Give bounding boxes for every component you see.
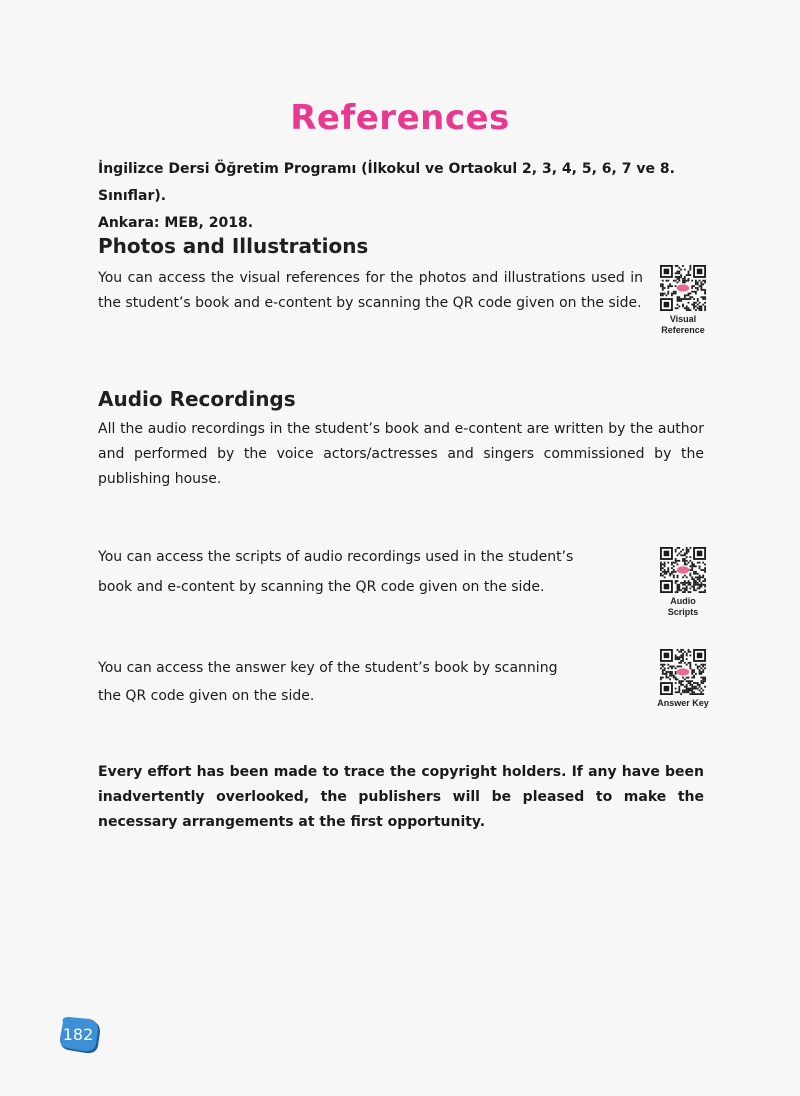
qr-caption-visual-line-2: Reference — [661, 325, 705, 335]
qr-audio-scripts[interactable] — [653, 547, 713, 618]
answer-key-text-line-1: You can access the answer key of the student’s book by scanning — [98, 660, 558, 676]
copyright-note: Every effort has been made to trace the copyright holders. If any have been inadvertently overlooked, the publishers will be pleased to make the necessary arrangements at the first opportunity. — [98, 764, 704, 830]
qr-code-icon — [660, 547, 706, 593]
citation-line-1: İngilizce Dersi Öğretim Programı (İlkokul ve Ortaokul 2, 3, 4, 5, 6, 7 ve 8. Sınıflar). — [98, 161, 675, 204]
qr-caption-answer-key: Answer Key — [657, 698, 709, 708]
audio-heading: Audio Recordings — [98, 387, 296, 411]
audio-text: All the audio recordings in the student’s book and e-content are written by the author and performed by the voice actors/actresses and singers commissioned by the publishing house. — [98, 421, 704, 487]
qr-visual-reference[interactable] — [653, 265, 713, 336]
photos-text: You can access the visual references for the photos and illustrations used in the student’s book and e-content by scanning the QR code given on the side. — [98, 270, 643, 311]
qr-code-icon — [660, 649, 706, 695]
qr-caption-audio-line-2: Scripts — [667, 607, 699, 617]
answer-key-text-line-2: the QR code given on the side. — [98, 688, 315, 704]
scripts-text-line-2: book and e-content by scanning the QR code given on the side. — [98, 579, 545, 595]
photos-heading: Photos and Illustrations — [98, 234, 369, 258]
citation-line-2: Ankara: MEB, 2018. — [98, 215, 254, 231]
qr-caption-audio-line-1: Audio — [670, 596, 696, 606]
program-citation — [98, 156, 708, 237]
page-title: References — [290, 98, 510, 138]
qr-answer-key[interactable] — [651, 649, 715, 709]
qr-caption-visual-line-1: Visual — [669, 314, 697, 324]
answer-key-text — [98, 654, 638, 710]
scripts-text — [98, 542, 658, 602]
page-number: 182 — [62, 1025, 94, 1044]
scripts-text-line-1: You can access the scripts of audio recordings used in the student’s — [98, 549, 574, 565]
qr-code-icon — [660, 265, 706, 311]
